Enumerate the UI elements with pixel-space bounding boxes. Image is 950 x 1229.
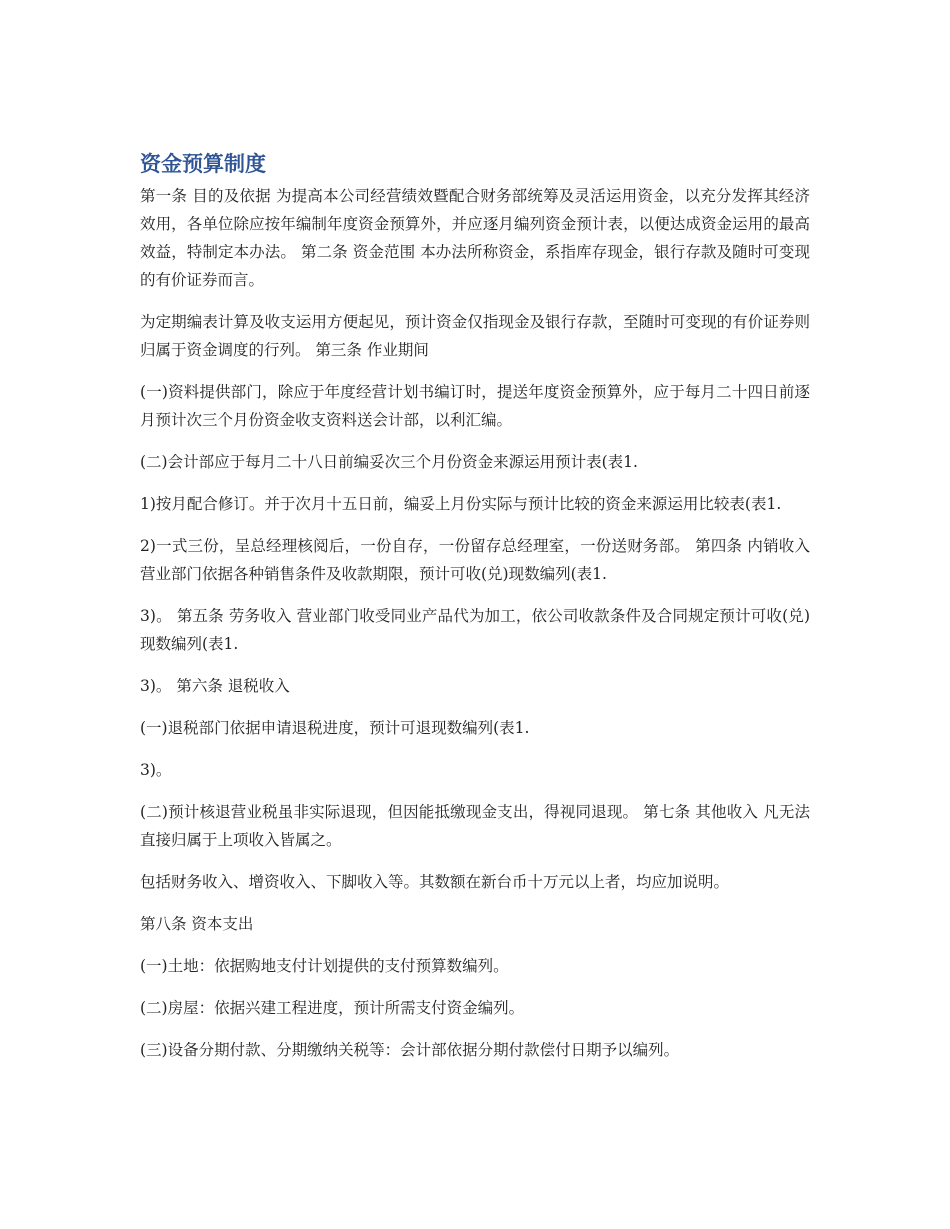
document-page: [140, 148, 810, 1078]
paragraph-item-2: (二)会计部应于每月二十八日前编妥次三个月份资金来源运用预计表(表1.: [140, 453, 638, 471]
paragraph-land: (一)土地：依据购地支付计划提供的支付预算数编列。: [140, 957, 509, 975]
paragraph-table-1-1: 1)按月配合修订。并于次月十五日前，编妥上月份实际与预计比较的资金来源运用比较表(表1.: [140, 495, 782, 513]
document-title: 资金预算制度: [140, 152, 266, 176]
paragraph-article-5: 3)。 第五条 劳务收入 营业部门收受同业产品代为加工，依公司收款条件及合同规定预计可收(兑)现数编列(表1.: [140, 607, 810, 653]
paragraph-tax-refund-1: (一)退税部门依据申请退税进度，预计可退现数编列(表1.: [140, 719, 530, 737]
paragraph-equipment: (三)设备分期付款、分期缴纳关税等：会计部依据分期付款偿付日期予以编列。: [140, 1041, 680, 1059]
paragraph-article-1-2: 第一条 目的及依据 为提高本公司经营绩效暨配合财务部统筹及灵活运用资金，以充分发挥其经济效用，各单位除应按年编制年度资金预算外，并应逐月编列资金预计表，以便达成资金运用的最高效益，特制定本办法。 第二条 资金范围 本办法所称资金，系指库存现金，银行存款及随时可变现的有价证券而言。: [140, 187, 810, 289]
paragraph-other-income: 包括财务收入、增资收入、下脚收入等。其数额在新台币十万元以上者，均应加说明。: [140, 873, 730, 891]
paragraph-item-1: (一)资料提供部门，除应于年度经营计划书编订时，提送年度资金预算外，应于每月二十四日前逐月预计次三个月份资金收支资料送会计部，以利汇编。: [140, 383, 810, 429]
paragraph-article-3: 为定期编表计算及收支运用方便起见，预计资金仅指现金及银行存款，至随时可变现的有价证券则归属于资金调度的行列。 第三条 作业期间: [140, 313, 810, 359]
paragraph-article-4: 2)一式三份，呈总经理核阅后，一份自存，一份留存总经理室，一份送财务部。 第四条 内销收入 营业部门依据各种销售条件及收款期限，预计可收(兑)现数编列(表1.: [140, 537, 810, 583]
paragraph-table-ref: 3)。: [140, 761, 172, 779]
paragraph-article-6: 3)。 第六条 退税收入: [140, 677, 290, 695]
paragraph-building: (二)房屋：依据兴建工程进度，预计所需支付资金编列。: [140, 999, 525, 1017]
paragraph-article-7: (二)预计核退营业税虽非实际退现，但因能抵缴现金支出，得视同退现。 第七条 其他收入 凡无法直接归属于上项收入皆属之。: [140, 803, 810, 849]
paragraph-article-8: 第八条 资本支出: [140, 915, 254, 933]
